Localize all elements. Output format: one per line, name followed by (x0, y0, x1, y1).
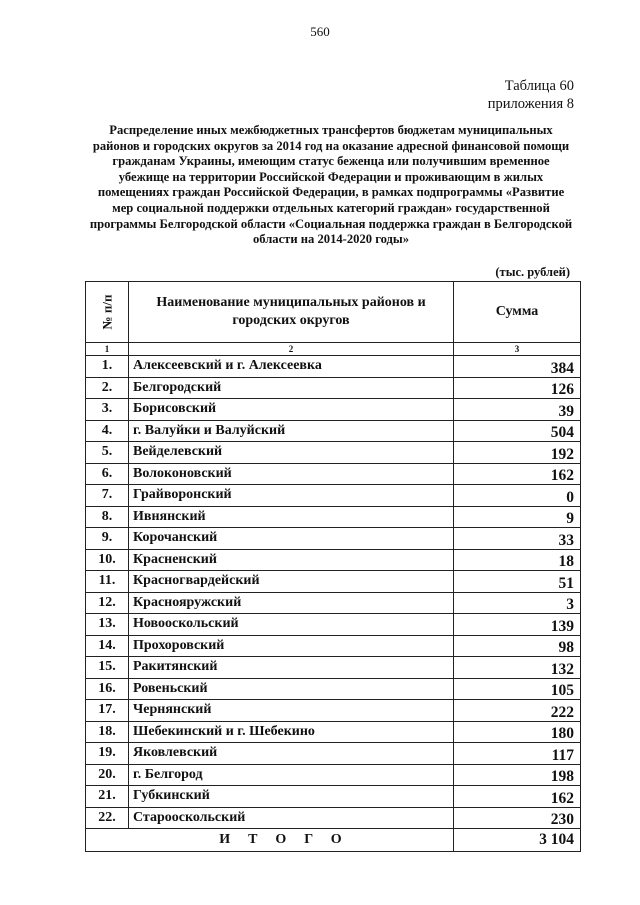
table-row (86, 356, 581, 378)
row-value: 162 (454, 463, 581, 485)
header-name: Наименование муниципальных районов и городских округов (129, 282, 454, 343)
row-value: 198 (454, 764, 581, 786)
row-name: Грайворонский (129, 485, 454, 507)
row-number: 11. (86, 571, 129, 593)
row-name: Вейделевский (129, 442, 454, 464)
column-index-3: 3 (454, 343, 581, 356)
document-title: Распределение иных межбюджетных трансфертов бюджетам муниципальных районов и городских округов за 2014 год на оказание адресной финансовой помощи гражданам Украины, имеющим статус беженца или получившим временное убежище на территории Российской Федерации и проживающим в жилых помещениях граждан Российской Федерации, в рамках подпрограммы «Развитие мер социальной поддержки отдельных категорий граждан» государственной программы Белгородской области «Социальная поддержка граждан в Белгородской области на 2014-2020 годы» (89, 123, 573, 247)
row-number: 18. (86, 721, 129, 743)
row-number: 12. (86, 592, 129, 614)
row-name: Краснояружский (129, 592, 454, 614)
row-number: 9. (86, 528, 129, 550)
row-value: 9 (454, 506, 581, 528)
row-name: Красненский (129, 549, 454, 571)
column-index-2: 2 (129, 343, 454, 356)
row-number: 21. (86, 786, 129, 808)
row-name: Ракитянский (129, 657, 454, 679)
row-value: 105 (454, 678, 581, 700)
table-row (86, 442, 581, 464)
row-number: 3. (86, 399, 129, 421)
row-value: 18 (454, 549, 581, 571)
row-name: Волоконовский (129, 463, 454, 485)
row-number: 17. (86, 700, 129, 722)
row-name: Губкинский (129, 786, 454, 808)
row-value: 117 (454, 743, 581, 765)
row-number: 5. (86, 442, 129, 464)
row-number: 15. (86, 657, 129, 679)
row-value: 126 (454, 377, 581, 399)
row-value: 39 (454, 399, 581, 421)
row-number: 4. (86, 420, 129, 442)
header-sum: Сумма (454, 282, 581, 343)
table-row (86, 678, 581, 700)
row-value: 98 (454, 635, 581, 657)
table-row (86, 786, 581, 808)
table-row (86, 614, 581, 636)
row-number: 22. (86, 807, 129, 829)
row-name: Старооскольский (129, 807, 454, 829)
table-row (86, 399, 581, 421)
row-value: 51 (454, 571, 581, 593)
column-index-row (86, 343, 581, 356)
row-name: Борисовский (129, 399, 454, 421)
total-value: 3 104 (454, 829, 581, 852)
row-number: 1. (86, 356, 129, 378)
row-name: Шебекинский и г. Шебекино (129, 721, 454, 743)
row-value: 139 (454, 614, 581, 636)
row-value: 192 (454, 442, 581, 464)
row-name: Белгородский (129, 377, 454, 399)
row-name: Прохоровский (129, 635, 454, 657)
row-name: г. Белгород (129, 764, 454, 786)
table-row (86, 528, 581, 550)
table-row (86, 506, 581, 528)
row-name: Яковлевский (129, 743, 454, 765)
row-number: 14. (86, 635, 129, 657)
row-number: 16. (86, 678, 129, 700)
row-name: Ивнянский (129, 506, 454, 528)
row-number: 2. (86, 377, 129, 399)
row-value: 384 (454, 356, 581, 378)
table-row (86, 807, 581, 829)
row-number: 7. (86, 485, 129, 507)
row-name: Новооскольский (129, 614, 454, 636)
row-name: г. Валуйки и Валуйский (129, 420, 454, 442)
row-value: 222 (454, 700, 581, 722)
row-value: 132 (454, 657, 581, 679)
table-row (86, 592, 581, 614)
header-number (86, 282, 129, 343)
row-name: Чернянский (129, 700, 454, 722)
row-name: Ровеньский (129, 678, 454, 700)
row-number: 13. (86, 614, 129, 636)
table-row (86, 420, 581, 442)
table-row (86, 571, 581, 593)
table-row (86, 721, 581, 743)
table-row (86, 635, 581, 657)
row-value: 0 (454, 485, 581, 507)
row-value: 162 (454, 786, 581, 808)
table-body (86, 356, 581, 829)
row-number: 10. (86, 549, 129, 571)
table-reference-line2: приложения 8 (487, 96, 574, 112)
page-number: 560 (310, 24, 330, 39)
table-row (86, 463, 581, 485)
table-row (86, 549, 581, 571)
row-name: Алексеевский и г. Алексеевка (129, 356, 454, 378)
table-row (86, 764, 581, 786)
table-header-row (86, 282, 581, 343)
row-value: 504 (454, 420, 581, 442)
row-name: Красногвардейский (129, 571, 454, 593)
distribution-table (85, 281, 581, 852)
units-label: (тыс. рублей) (495, 265, 570, 279)
row-number: 8. (86, 506, 129, 528)
table-row (86, 700, 581, 722)
row-number: 20. (86, 764, 129, 786)
row-number: 6. (86, 463, 129, 485)
table-reference (488, 77, 574, 113)
column-index-1: 1 (86, 343, 129, 356)
table-row (86, 743, 581, 765)
total-row (86, 829, 581, 852)
row-value: 33 (454, 528, 581, 550)
row-value: 3 (454, 592, 581, 614)
header-number-label: № п/п (99, 294, 114, 329)
total-label: ИТОГО (86, 829, 454, 852)
table-row (86, 377, 581, 399)
row-value: 230 (454, 807, 581, 829)
row-value: 180 (454, 721, 581, 743)
table-reference-line1: Таблица 60 (504, 78, 574, 94)
table-row (86, 485, 581, 507)
table-row (86, 657, 581, 679)
row-name: Корочанский (129, 528, 454, 550)
row-number: 19. (86, 743, 129, 765)
